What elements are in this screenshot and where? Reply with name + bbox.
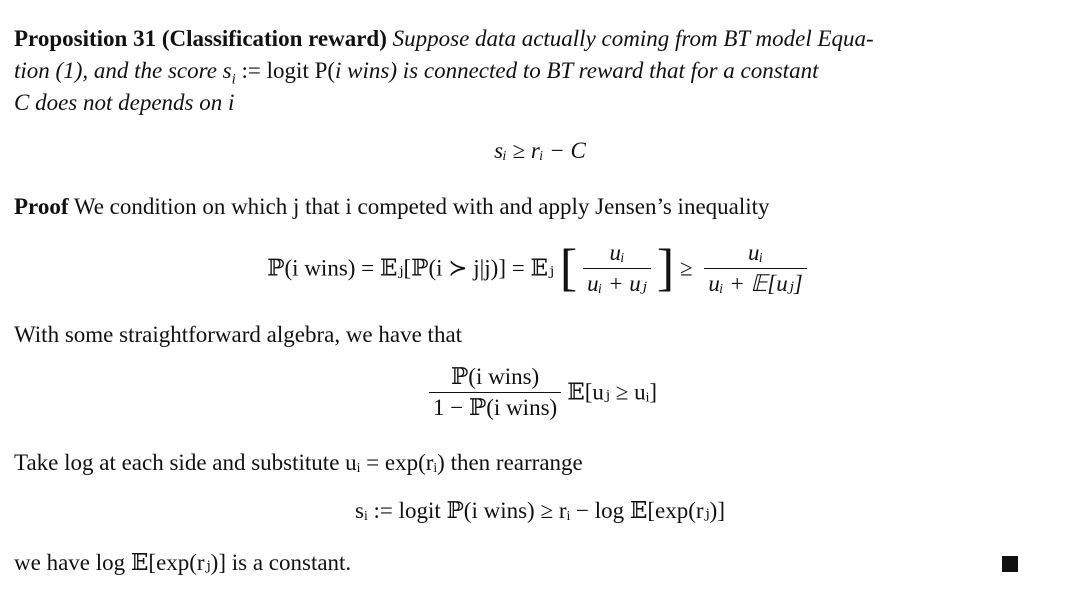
proposition-heading: Proposition 31 (Classification reward) bbox=[14, 26, 387, 51]
proposition-line-1 bbox=[14, 24, 1060, 54]
eq2-frac2-den: uᵢ + 𝔼[uⱼ] bbox=[708, 271, 803, 296]
eq2-left: ℙ(i wins) = 𝔼ⱼ[ℙ(i ≻ j|j)] = 𝔼ⱼ bbox=[267, 255, 555, 281]
proof-line-1 bbox=[14, 192, 1060, 222]
eq3-den: 1 − ℙ(i wins) bbox=[433, 395, 558, 420]
eq2-bracket-close: ] bbox=[656, 239, 675, 297]
equation-4: sᵢ := logit ℙ(i wins) ≥ rᵢ − log 𝔼[exp(rⱼ)] bbox=[355, 498, 725, 523]
statement-text: C does not depends on i bbox=[14, 90, 235, 115]
eq3-num: ℙ(i wins) bbox=[429, 364, 561, 393]
eq3-fraction bbox=[429, 364, 561, 421]
proposition-statement-part: Suppose data actually coming from BT model Equa- bbox=[392, 26, 874, 51]
proof-line-4: we have log 𝔼[exp(rⱼ)] is a constant. bbox=[14, 550, 352, 575]
qed-square-icon bbox=[1002, 556, 1018, 572]
proof-line-3: Take log at each side and substitute uᵢ = exp(rᵢ) then rearrange bbox=[14, 450, 583, 475]
score-subscript: i bbox=[231, 71, 236, 88]
eq2-frac2-num: uᵢ bbox=[704, 240, 806, 269]
statement-text-end: ) is connected to BT reward that for a constant bbox=[389, 58, 819, 83]
proof-label: Proof bbox=[14, 194, 69, 219]
equation-3 bbox=[0, 364, 1080, 430]
equation-1: sᵢ ≥ rᵢ − C bbox=[494, 138, 586, 163]
equation-2 bbox=[0, 240, 1080, 306]
eq2-fraction-2 bbox=[704, 240, 806, 297]
statement-text: tion (1), and the score bbox=[14, 58, 217, 83]
eq2-frac1-den: uᵢ + uⱼ bbox=[587, 271, 647, 296]
proposition-line-3 bbox=[14, 88, 1060, 118]
score-symbol: s bbox=[222, 58, 232, 83]
proof-text: We condition on which j that i competed with and apply Jensen’s inequality bbox=[73, 194, 770, 219]
eq2-bracket-open: [ bbox=[559, 239, 578, 297]
proof-line-2: With some straightforward algebra, we have that bbox=[14, 322, 463, 347]
eq2-fraction-1 bbox=[583, 240, 651, 297]
eq2-frac1-num: uᵢ bbox=[583, 240, 651, 269]
eq3-right: 𝔼[uⱼ ≥ uᵢ] bbox=[567, 379, 657, 405]
wins-text: i wins bbox=[335, 58, 390, 83]
logit-text: := logit P( bbox=[241, 58, 336, 83]
eq2-geq: ≥ bbox=[679, 255, 693, 281]
